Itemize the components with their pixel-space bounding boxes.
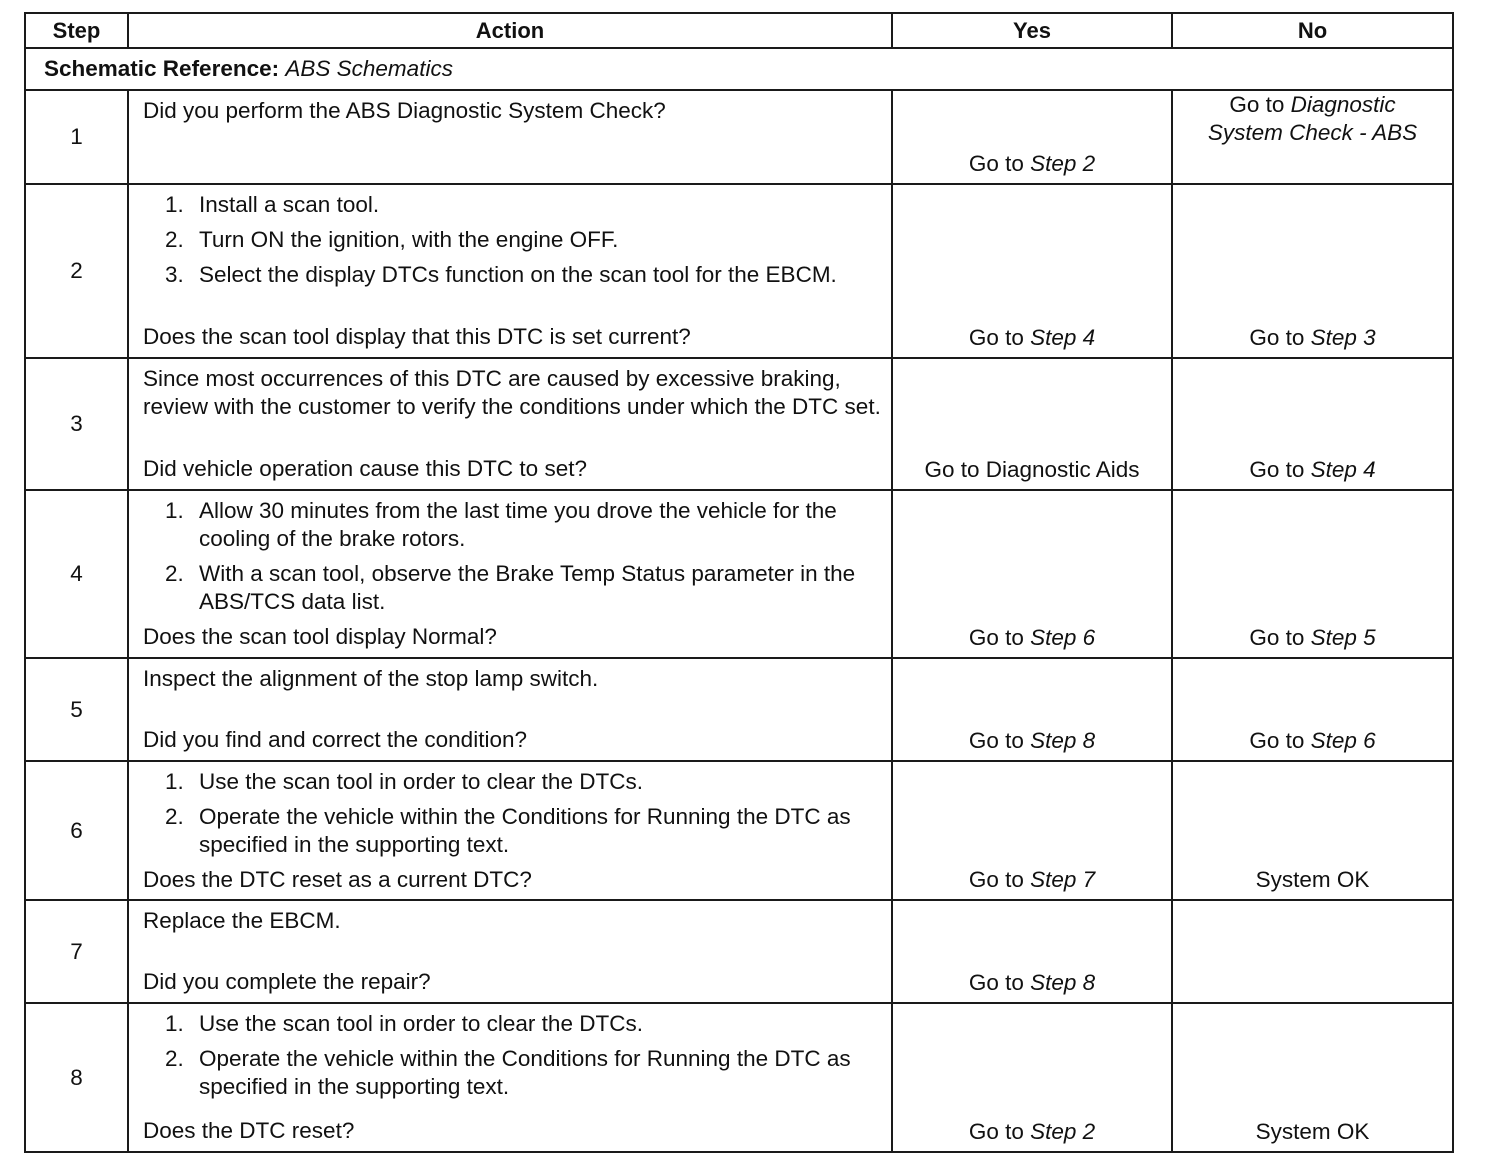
action-step-text: With a scan tool, observe the Brake Temp Status parameter in the ABS/TCS data list.: [199, 561, 856, 614]
header-action: Action: [128, 13, 892, 48]
step-yes-result: [892, 1003, 1172, 1152]
action-steps-list: [143, 1010, 881, 1101]
action-step-item: [143, 497, 881, 553]
step-yes-result: [892, 358, 1172, 490]
step-no-result: [1172, 658, 1453, 761]
result-step-link[interactable]: Step 2: [1030, 151, 1096, 176]
result-link-line1[interactable]: Diagnostic: [1290, 92, 1396, 117]
action-question: Does the scan tool display that this DTC is set current?: [143, 324, 691, 349]
step-action: [128, 900, 892, 1003]
action-question: Did you find and correct the condition?: [143, 727, 527, 752]
step-yes-result: [892, 761, 1172, 900]
step-yes-result: [892, 658, 1172, 761]
action-step-number: 1.: [165, 192, 184, 217]
action-step-text: Allow 30 minutes from the last time you drove the vehicle for the cooling of the brake rotors.: [199, 498, 837, 551]
step-yes-result: [892, 900, 1172, 1003]
result-step-link[interactable]: Step 2: [1030, 1119, 1096, 1144]
step-number: 1: [25, 90, 128, 184]
result-prefix: Go to: [1229, 92, 1285, 117]
diagnostic-table-sheet: [24, 12, 1454, 1153]
result-prefix: Go to: [968, 970, 1024, 995]
result-text[interactable]: System OK: [1255, 1119, 1370, 1144]
result-prefix: Go to: [1249, 625, 1305, 650]
action-step-text: Select the display DTCs function on the scan tool for the EBCM.: [199, 262, 837, 287]
action-step-number: 1.: [165, 1011, 184, 1036]
step-row: [25, 761, 1453, 900]
result-prefix: Go to: [1249, 728, 1305, 753]
step-number: 7: [25, 900, 128, 1003]
step-number: 2: [25, 184, 128, 358]
step-yes-result: [892, 90, 1172, 184]
action-step-number: 1.: [165, 769, 184, 794]
result-step-link[interactable]: Step 8: [1030, 728, 1096, 753]
action-step-text: Operate the vehicle within the Conditions for Running the DTC as specified in the supporting text.: [199, 1046, 851, 1099]
step-row: [25, 490, 1453, 658]
action-step-item: [143, 1045, 881, 1101]
result-prefix: Go to: [968, 867, 1024, 892]
action-steps-list: [143, 768, 881, 859]
step-number: 8: [25, 1003, 128, 1152]
result-step-link[interactable]: Step 7: [1030, 867, 1096, 892]
step-action: [128, 761, 892, 900]
result-text[interactable]: Go to Diagnostic Aids: [924, 457, 1140, 482]
diagnostic-table: [24, 12, 1454, 1153]
action-question: Does the DTC reset?: [143, 1118, 355, 1143]
step-no-result: [1172, 900, 1453, 1003]
schematic-reference-label: Schematic Reference:: [44, 56, 280, 81]
step-no-result: [1172, 1003, 1453, 1152]
action-step-number: 1.: [165, 498, 184, 523]
action-question: Did you complete the repair?: [143, 969, 431, 994]
action-steps-list: [143, 497, 881, 616]
schematic-reference-row: [25, 48, 1453, 90]
step-row: [25, 1003, 1453, 1152]
result-step-link[interactable]: Step 3: [1310, 325, 1376, 350]
result-step-link[interactable]: Step 5: [1310, 625, 1376, 650]
action-paragraph: Replace the EBCM.: [143, 908, 341, 933]
step-row: [25, 358, 1453, 490]
action-step-text: Turn ON the ignition, with the engine OFF.: [199, 227, 619, 252]
schematic-reference: [25, 48, 1453, 90]
step-row: [25, 90, 1453, 184]
result-step-link[interactable]: Step 4: [1030, 325, 1096, 350]
step-action: [128, 1003, 892, 1152]
action-steps-list: [143, 191, 881, 289]
step-no-result: [1172, 761, 1453, 900]
step-no-result: [1172, 490, 1453, 658]
action-step-item: [143, 768, 881, 796]
result-prefix: Go to: [1249, 457, 1305, 482]
header-no: No: [1172, 13, 1453, 48]
step-row: [25, 658, 1453, 761]
step-number: 5: [25, 658, 128, 761]
result-prefix: Go to: [968, 1119, 1024, 1144]
action-step-number: 2.: [165, 227, 184, 252]
action-question: Does the DTC reset as a current DTC?: [143, 867, 532, 892]
step-number: 3: [25, 358, 128, 490]
step-row: [25, 900, 1453, 1003]
action-step-text: Operate the vehicle within the Conditions for Running the DTC as specified in the supporting text.: [199, 804, 851, 857]
step-no-result: [1172, 90, 1453, 184]
action-step-number: 2.: [165, 561, 184, 586]
action-step-item: [143, 191, 881, 219]
action-paragraph: Inspect the alignment of the stop lamp switch.: [143, 666, 599, 691]
action-step-item: [143, 226, 881, 254]
action-paragraph: Did you perform the ABS Diagnostic System Check?: [143, 98, 666, 123]
result-step-link[interactable]: Step 6: [1310, 728, 1376, 753]
action-step-item: [143, 261, 881, 289]
action-step-item: [143, 803, 881, 859]
schematic-reference-link[interactable]: ABS Schematics: [285, 56, 453, 81]
result-link-line2[interactable]: System Check - ABS: [1207, 120, 1418, 145]
action-step-number: 2.: [165, 1046, 184, 1071]
step-action: [128, 90, 892, 184]
header-row: [25, 13, 1453, 48]
action-step-text: Use the scan tool in order to clear the DTCs.: [199, 769, 643, 794]
result-prefix: Go to: [968, 728, 1024, 753]
result-prefix: Go to: [968, 151, 1024, 176]
result-text[interactable]: System OK: [1255, 867, 1370, 892]
action-question: Did vehicle operation cause this DTC to set?: [143, 456, 587, 481]
result-prefix: Go to: [1249, 325, 1305, 350]
action-step-item: [143, 560, 881, 616]
result-step-link[interactable]: Step 8: [1030, 970, 1096, 995]
action-question: Does the scan tool display Normal?: [143, 624, 497, 649]
result-prefix: Go to: [968, 625, 1024, 650]
action-step-item: [143, 1010, 881, 1038]
step-no-result: [1172, 184, 1453, 358]
step-row: [25, 184, 1453, 358]
step-yes-result: [892, 490, 1172, 658]
header-yes: Yes: [892, 13, 1172, 48]
result-prefix: Go to: [968, 325, 1024, 350]
step-action: [128, 358, 892, 490]
step-number: 6: [25, 761, 128, 900]
action-step-text: Use the scan tool in order to clear the DTCs.: [199, 1011, 643, 1036]
action-step-text: Install a scan tool.: [199, 192, 380, 217]
header-step: Step: [25, 13, 128, 48]
step-yes-result: [892, 184, 1172, 358]
action-step-number: 2.: [165, 804, 184, 829]
action-paragraph: Since most occurrences of this DTC are caused by excessive braking, review with the customer to verify the conditions under which the DTC set.: [143, 366, 881, 419]
action-step-number: 3.: [165, 262, 184, 287]
step-no-result: [1172, 358, 1453, 490]
step-action: [128, 490, 892, 658]
step-number: 4: [25, 490, 128, 658]
result-step-link[interactable]: Step 6: [1030, 625, 1096, 650]
result-step-link[interactable]: Step 4: [1310, 457, 1376, 482]
step-action: [128, 658, 892, 761]
step-action: [128, 184, 892, 358]
